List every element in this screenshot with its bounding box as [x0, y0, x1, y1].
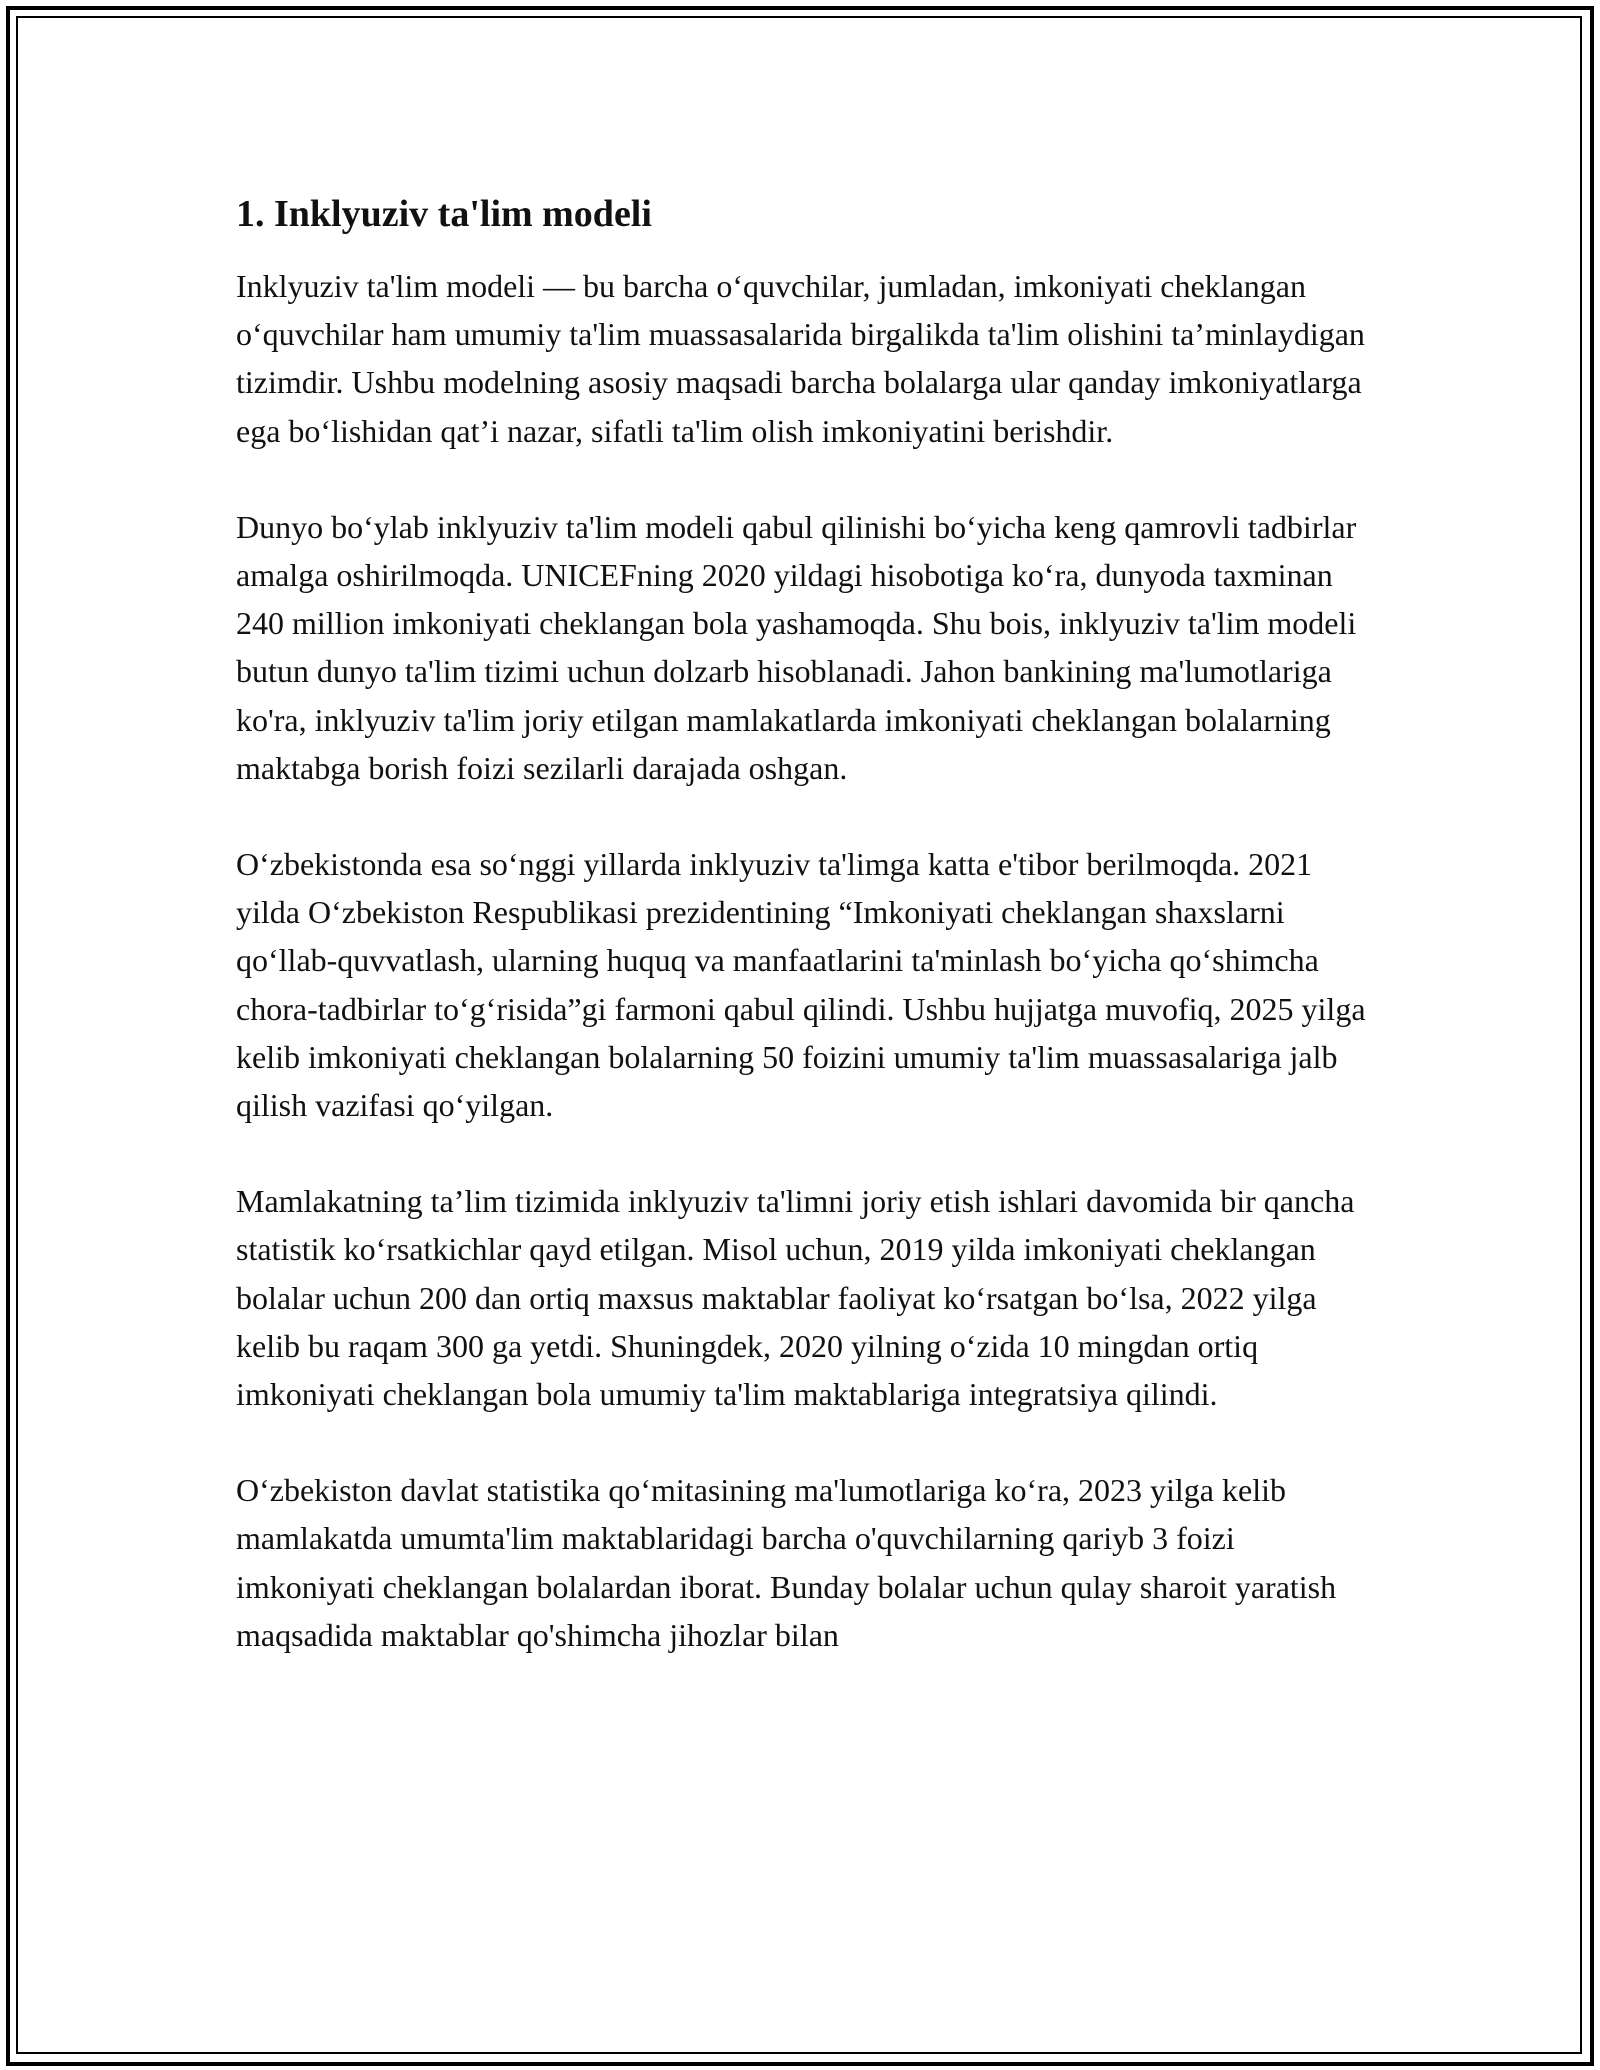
paragraph-5: O‘zbekiston davlat statistika qo‘mitasining ma'lumotlariga ko‘ra, 2023 yilga kelib mamlakatda umumta'lim maktablaridagi barcha o'quvchilarning qariyb 3 foizi imkoniyati cheklangan bolalardan iborat. Bunday bolalar uchun qulay sharoit yaratish maqsadida maktablar qo'shimcha jihozlar bilan — [236, 1472, 1337, 1653]
paragraph-4: Mamlakatning ta’lim tizimida inklyuziv ta'limni joriy etish ishlari davomida bir qancha statistik ko‘rsatkichlar qayd etilgan. Misol uchun, 2019 yilda imkoniyati cheklangan bolalar uchun 200 dan ortiq maxsus maktablar faoliyat ko‘rsatgan bo‘lsa, 2022 yilga kelib bu raqam 300 ga yetdi. Shuningdek, 2020 yilning o‘zida 10 mingdan ortiq imkoniyati cheklangan bola umumiy ta'lim maktablariga integratsiya qilindi. — [236, 1183, 1355, 1413]
paragraph-2: Dunyo bo‘ylab inklyuziv ta'lim modeli qabul qilinishi bo‘yicha keng qamrovli tadbirlar amalga oshirilmoqda. UNICEFning 2020 yildagi hisobotiga ko‘ra, dunyoda taxminan 240 million imkoniyati cheklangan bola yashamoqda. Shu bois, inklyuziv ta'lim modeli butun dunyo ta'lim tizimi uchun dolzarb hisoblanadi. Jahon bankining ma'lumotlariga ko'ra, inklyuziv ta'lim joriy etilgan mamlakatlarda imkoniyati cheklangan bolalarning maktabga borish foizi sezilarli darajada oshgan. — [236, 508, 1357, 786]
paragraph-1: Inklyuziv ta'lim modeli — bu barcha o‘quvchilar, jumladan, imkoniyati cheklangan o‘quvchilar ham umumiy ta'lim muassasalarida birgalikda ta'lim olishini ta’minlaydigan tizimdir. Ushbu modelning asosiy maqsadi barcha bolalarga ular qanday imkoniyatlarga ega bo‘lishidan qat’i nazar, sifatli ta'lim olish imkoniyatini berishdir. — [236, 268, 1365, 449]
paragraph-3: O‘zbekistonda esa so‘nggi yillarda inklyuziv ta'limga katta e'tibor berilmoqda. 2021 yilda O‘zbekiston Respublikasi prezidentining “Imkoniyati cheklangan shaxslarni qo‘llab-quvvatlash, ularning huquq va manfaatlarini ta'minlash bo‘yicha qo‘shimcha chora-tadbirlar to‘g‘risida”gi farmoni qabul qilindi. Ushbu hujjatga muvofiq, 2025 yilga kelib imkoniyati cheklangan bolalarning 50 foizini umumiy ta'lim muassasalariga jalb qilish vazifasi qo‘yilgan. — [236, 846, 1366, 1124]
section-heading: 1. Inklyuziv ta'lim modeli — [236, 193, 652, 235]
document-body — [236, 186, 1366, 1707]
